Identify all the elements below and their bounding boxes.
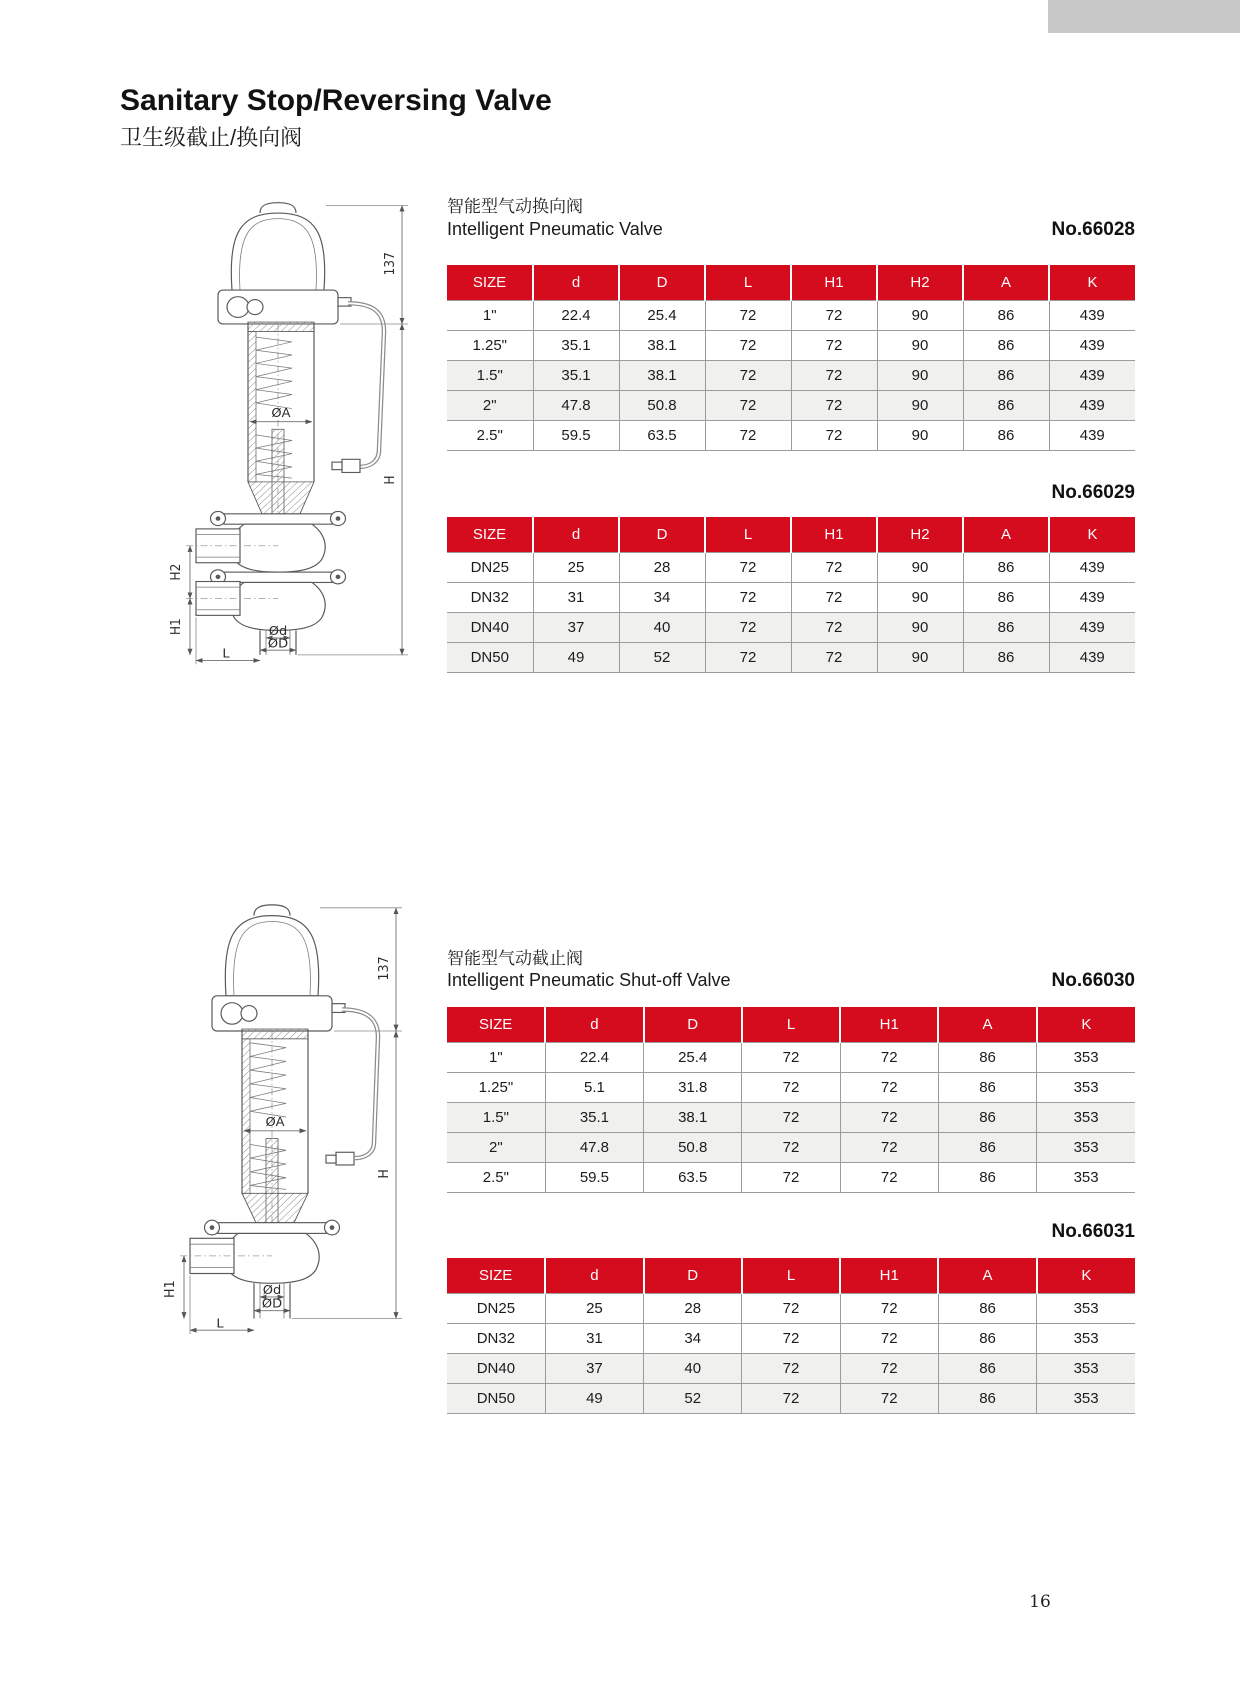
table-cell: 353 bbox=[1037, 1354, 1135, 1384]
table-cell: 90 bbox=[877, 643, 963, 673]
bonnet-cone bbox=[242, 1193, 308, 1222]
table-cell: 5.1 bbox=[545, 1073, 643, 1103]
table-row bbox=[447, 301, 1135, 331]
dim-H1: H1 bbox=[162, 1280, 179, 1298]
spring bbox=[256, 337, 292, 408]
table-cell: 90 bbox=[877, 391, 963, 421]
table-cell: 90 bbox=[877, 583, 963, 613]
table-cell: 72 bbox=[742, 1384, 840, 1414]
table-cell: 353 bbox=[1037, 1043, 1135, 1073]
table-cell: 72 bbox=[840, 1133, 938, 1163]
table-cell: 72 bbox=[840, 1103, 938, 1133]
table-cell: 86 bbox=[963, 301, 1049, 331]
table-cell: 37 bbox=[545, 1354, 643, 1384]
table-cell: 72 bbox=[742, 1324, 840, 1354]
table-cell: 63.5 bbox=[619, 421, 705, 451]
column-header: L bbox=[705, 265, 791, 301]
dim-dia-D: ØD bbox=[267, 635, 289, 651]
table-cell: 72 bbox=[840, 1384, 938, 1414]
column-header: SIZE bbox=[447, 517, 533, 553]
table-cell: 353 bbox=[1037, 1163, 1135, 1193]
table-cell: DN40 bbox=[447, 1354, 545, 1384]
column-header: K bbox=[1037, 1258, 1135, 1294]
header-row bbox=[447, 1007, 1135, 1043]
table-cell: DN50 bbox=[447, 643, 533, 673]
table-cell: 25 bbox=[545, 1294, 643, 1324]
tri-clamp-upper bbox=[224, 514, 332, 524]
table-cell: 28 bbox=[644, 1294, 742, 1324]
table-cell: DN40 bbox=[447, 613, 533, 643]
table-cell: 72 bbox=[791, 643, 877, 673]
table-cell: 59.5 bbox=[533, 421, 619, 451]
table-cell: 72 bbox=[705, 583, 791, 613]
table-row bbox=[447, 391, 1135, 421]
column-header: H1 bbox=[840, 1007, 938, 1043]
header-row bbox=[447, 265, 1135, 301]
table-cell: 86 bbox=[938, 1163, 1036, 1193]
table-cell: 2" bbox=[447, 391, 533, 421]
page-title: Sanitary Stop/Reversing Valve bbox=[120, 84, 552, 117]
table-cell: 72 bbox=[791, 391, 877, 421]
table-cell: 72 bbox=[791, 421, 877, 451]
column-header: L bbox=[742, 1258, 840, 1294]
column-header: K bbox=[1049, 265, 1135, 301]
table-cell: 353 bbox=[1037, 1384, 1135, 1414]
table-cell: 72 bbox=[791, 331, 877, 361]
table-cell: 72 bbox=[840, 1294, 938, 1324]
dim-L: L bbox=[222, 646, 230, 661]
table-cell: 353 bbox=[1037, 1103, 1135, 1133]
valve-chamber-upper bbox=[231, 524, 325, 572]
air-tube bbox=[342, 1010, 378, 1159]
table-cell: DN32 bbox=[447, 1324, 545, 1354]
column-header: H1 bbox=[791, 517, 877, 553]
dim-L: L bbox=[216, 1316, 224, 1332]
table-cell: 439 bbox=[1049, 583, 1135, 613]
column-header: D bbox=[644, 1258, 742, 1294]
table-cell: 86 bbox=[963, 361, 1049, 391]
column-header: H1 bbox=[840, 1258, 938, 1294]
column-header: D bbox=[619, 265, 705, 301]
table-cell: DN50 bbox=[447, 1384, 545, 1414]
table-row bbox=[447, 361, 1135, 391]
table-cell: 90 bbox=[877, 421, 963, 451]
table-cell: 439 bbox=[1049, 331, 1135, 361]
table-row bbox=[447, 1324, 1135, 1354]
table-cell: 28 bbox=[619, 553, 705, 583]
table-row bbox=[447, 643, 1135, 673]
model-number-66028: No.66028 bbox=[1051, 219, 1135, 240]
table-cell: 72 bbox=[791, 553, 877, 583]
table-cell: 72 bbox=[705, 361, 791, 391]
spec-table-66028 bbox=[447, 265, 1135, 451]
column-header: d bbox=[545, 1258, 643, 1294]
table-cell: 86 bbox=[963, 421, 1049, 451]
column-header: A bbox=[963, 517, 1049, 553]
table-cell: 72 bbox=[791, 613, 877, 643]
column-header: SIZE bbox=[447, 1007, 545, 1043]
tube-elbow-fitting bbox=[336, 1152, 354, 1165]
column-header: d bbox=[533, 517, 619, 553]
table-cell: 1.5" bbox=[447, 361, 533, 391]
table-cell: 52 bbox=[644, 1384, 742, 1414]
table-cell: 353 bbox=[1037, 1294, 1135, 1324]
section1-title-zh: 智能型气动换向阀 bbox=[447, 197, 583, 216]
spec-table-66031 bbox=[447, 1258, 1135, 1414]
column-header: K bbox=[1037, 1007, 1135, 1043]
tri-clamp bbox=[218, 1223, 326, 1234]
table-row bbox=[447, 1133, 1135, 1163]
table-cell: 86 bbox=[938, 1133, 1036, 1163]
column-header: D bbox=[644, 1007, 742, 1043]
table-cell: 72 bbox=[742, 1043, 840, 1073]
column-header: A bbox=[938, 1258, 1036, 1294]
header-bar bbox=[1048, 0, 1240, 33]
table-cell: 72 bbox=[840, 1163, 938, 1193]
table-cell: 2.5" bbox=[447, 1163, 545, 1193]
table-cell: 86 bbox=[938, 1384, 1036, 1414]
column-header: A bbox=[938, 1007, 1036, 1043]
dim-H: H bbox=[381, 475, 398, 485]
table-cell: 52 bbox=[619, 643, 705, 673]
table-row bbox=[447, 613, 1135, 643]
table-cell: 37 bbox=[533, 613, 619, 643]
model-number-66030: No.66030 bbox=[1051, 970, 1135, 991]
shutoff-valve-drawing bbox=[162, 900, 454, 1340]
table-cell: 72 bbox=[840, 1354, 938, 1384]
dim-dia-A: ØA bbox=[265, 1114, 285, 1130]
table-cell: 1.25" bbox=[447, 1073, 545, 1103]
table-cell: 439 bbox=[1049, 421, 1135, 451]
table-cell: 86 bbox=[938, 1294, 1036, 1324]
dim-137: 137 bbox=[381, 252, 398, 276]
actuator-knob bbox=[227, 297, 249, 318]
table-cell: 72 bbox=[705, 643, 791, 673]
table-cell: 72 bbox=[791, 301, 877, 331]
table-cell: 35.1 bbox=[533, 361, 619, 391]
table-cell: 34 bbox=[619, 583, 705, 613]
dim-dia-A: ØA bbox=[271, 405, 291, 420]
table-cell: 72 bbox=[742, 1354, 840, 1384]
actuator-dome bbox=[231, 213, 324, 290]
table-cell: 439 bbox=[1049, 301, 1135, 331]
table-cell: 72 bbox=[791, 361, 877, 391]
actuator-cap-top bbox=[254, 905, 290, 916]
table-cell: 72 bbox=[840, 1043, 938, 1073]
column-header: A bbox=[963, 265, 1049, 301]
column-header: D bbox=[619, 517, 705, 553]
table-cell: 90 bbox=[877, 361, 963, 391]
table-cell: 86 bbox=[963, 583, 1049, 613]
bonnet-cone bbox=[248, 482, 314, 514]
table-cell: 25 bbox=[533, 553, 619, 583]
table-cell: 86 bbox=[963, 553, 1049, 583]
actuator-cap-top bbox=[260, 203, 296, 213]
table-cell: DN25 bbox=[447, 1294, 545, 1324]
table-cell: 31.8 bbox=[644, 1073, 742, 1103]
actuator-dome bbox=[225, 916, 318, 996]
table-cell: 86 bbox=[938, 1354, 1036, 1384]
table-cell: 38.1 bbox=[619, 361, 705, 391]
table-cell: 86 bbox=[938, 1043, 1036, 1073]
page-number: 16 bbox=[1029, 1592, 1051, 1612]
column-header: SIZE bbox=[447, 1258, 545, 1294]
column-header: H1 bbox=[791, 265, 877, 301]
table-row bbox=[447, 1103, 1135, 1133]
model-number-66031: No.66031 bbox=[1051, 1221, 1135, 1242]
table-cell: 86 bbox=[963, 613, 1049, 643]
table-cell: 439 bbox=[1049, 391, 1135, 421]
reversing-valve-drawing bbox=[168, 198, 460, 668]
table-cell: 25.4 bbox=[619, 301, 705, 331]
column-header: d bbox=[533, 265, 619, 301]
dim-dia-d: Ød bbox=[262, 1283, 282, 1298]
table-cell: 50.8 bbox=[619, 391, 705, 421]
table-cell: 72 bbox=[742, 1103, 840, 1133]
table-cell: 2" bbox=[447, 1133, 545, 1163]
table-row bbox=[447, 553, 1135, 583]
table-cell: 72 bbox=[705, 331, 791, 361]
page-subtitle-zh: 卫生级截止/换向阀 bbox=[120, 125, 303, 150]
table-cell: 90 bbox=[877, 301, 963, 331]
table-cell: 72 bbox=[742, 1133, 840, 1163]
table-cell: 90 bbox=[877, 553, 963, 583]
table-cell: 31 bbox=[533, 583, 619, 613]
dim-H2: H2 bbox=[168, 563, 184, 581]
table-cell: 86 bbox=[963, 391, 1049, 421]
table-cell: 72 bbox=[742, 1294, 840, 1324]
column-header: H2 bbox=[877, 265, 963, 301]
dim-H1: H1 bbox=[168, 618, 184, 636]
table-cell: 439 bbox=[1049, 361, 1135, 391]
table-cell: 72 bbox=[742, 1073, 840, 1103]
table-cell: 1.5" bbox=[447, 1103, 545, 1133]
table-cell: 72 bbox=[705, 391, 791, 421]
section2-title-zh: 智能型气动截止阀 bbox=[447, 949, 583, 968]
table-cell: 59.5 bbox=[545, 1163, 643, 1193]
table-cell: 34 bbox=[644, 1324, 742, 1354]
spec-table-66029 bbox=[447, 517, 1135, 673]
table-row bbox=[447, 583, 1135, 613]
table-row bbox=[447, 1384, 1135, 1414]
table-cell: 47.8 bbox=[533, 391, 619, 421]
dim-137: 137 bbox=[376, 956, 393, 981]
table-cell: 38.1 bbox=[644, 1103, 742, 1133]
table-row bbox=[447, 421, 1135, 451]
table-cell: 439 bbox=[1049, 643, 1135, 673]
table-cell: 31 bbox=[545, 1324, 643, 1354]
column-header: SIZE bbox=[447, 265, 533, 301]
table-cell: 86 bbox=[938, 1103, 1036, 1133]
table-row bbox=[447, 1294, 1135, 1324]
table-cell: 38.1 bbox=[619, 331, 705, 361]
table-cell: 86 bbox=[938, 1324, 1036, 1354]
table-cell: 72 bbox=[742, 1163, 840, 1193]
header-row bbox=[447, 517, 1135, 553]
table-row bbox=[447, 1073, 1135, 1103]
table-cell: 72 bbox=[705, 613, 791, 643]
table-cell: 49 bbox=[545, 1384, 643, 1414]
table-cell: 90 bbox=[877, 331, 963, 361]
table-cell: 72 bbox=[840, 1073, 938, 1103]
table-cell: DN25 bbox=[447, 553, 533, 583]
table-cell: 353 bbox=[1037, 1133, 1135, 1163]
table-cell: 72 bbox=[840, 1324, 938, 1354]
table-cell: 35.1 bbox=[533, 331, 619, 361]
table-cell: 439 bbox=[1049, 553, 1135, 583]
dim-H: H bbox=[376, 1168, 393, 1179]
table-cell: 353 bbox=[1037, 1073, 1135, 1103]
table-cell: 90 bbox=[877, 613, 963, 643]
table-cell: 50.8 bbox=[644, 1133, 742, 1163]
table-cell: 22.4 bbox=[545, 1043, 643, 1073]
table-cell: 2.5" bbox=[447, 421, 533, 451]
section2-title-en: Intelligent Pneumatic Shut-off Valve bbox=[447, 970, 731, 990]
table-cell: 40 bbox=[619, 613, 705, 643]
spring bbox=[250, 1043, 286, 1117]
table-cell: 1" bbox=[447, 1043, 545, 1073]
table-cell: 353 bbox=[1037, 1324, 1135, 1354]
table-cell: 49 bbox=[533, 643, 619, 673]
table-cell: 72 bbox=[705, 301, 791, 331]
table-cell: 86 bbox=[963, 643, 1049, 673]
valve-chamber bbox=[225, 1233, 319, 1283]
table-row bbox=[447, 331, 1135, 361]
table-cell: 439 bbox=[1049, 613, 1135, 643]
table-cell: 72 bbox=[705, 421, 791, 451]
table-cell: 1" bbox=[447, 301, 533, 331]
dim-dia-d: Ød bbox=[268, 623, 288, 639]
column-header: H2 bbox=[877, 517, 963, 553]
header-row bbox=[447, 1258, 1135, 1294]
table-cell: 25.4 bbox=[644, 1043, 742, 1073]
tube-elbow-fitting bbox=[342, 459, 360, 472]
column-header: L bbox=[705, 517, 791, 553]
table-cell: 72 bbox=[705, 553, 791, 583]
table-cell: 35.1 bbox=[545, 1103, 643, 1133]
table-cell: 72 bbox=[791, 583, 877, 613]
actuator-knob bbox=[221, 1003, 243, 1025]
model-number-66029: No.66029 bbox=[1051, 482, 1135, 503]
tri-clamp-lower bbox=[224, 572, 332, 582]
spec-table-66030 bbox=[447, 1007, 1135, 1193]
table-row bbox=[447, 1043, 1135, 1073]
table-row bbox=[447, 1163, 1135, 1193]
table-row bbox=[447, 1354, 1135, 1384]
table-cell: 1.25" bbox=[447, 331, 533, 361]
table-cell: 63.5 bbox=[644, 1163, 742, 1193]
table-cell: 40 bbox=[644, 1354, 742, 1384]
dim-dia-D: ØD bbox=[261, 1296, 283, 1312]
table-cell: 86 bbox=[938, 1073, 1036, 1103]
column-header: d bbox=[545, 1007, 643, 1043]
table-cell: 22.4 bbox=[533, 301, 619, 331]
column-header: K bbox=[1049, 517, 1135, 553]
table-cell: 47.8 bbox=[545, 1133, 643, 1163]
table-cell: 86 bbox=[963, 331, 1049, 361]
column-header: L bbox=[742, 1007, 840, 1043]
table-cell: DN32 bbox=[447, 583, 533, 613]
section1-title-en: Intelligent Pneumatic Valve bbox=[447, 219, 663, 239]
